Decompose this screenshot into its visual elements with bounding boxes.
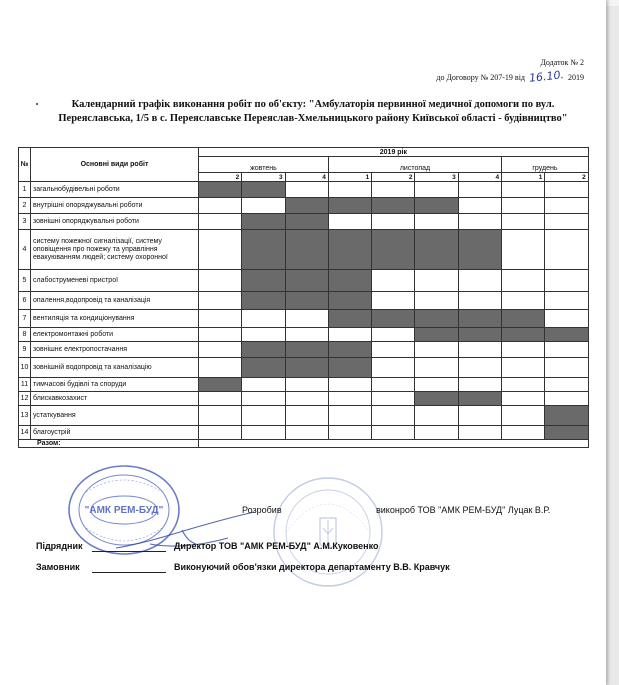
schedule-cell-filled xyxy=(328,292,371,310)
schedule-cell-empty xyxy=(502,230,545,270)
schedule-cell-empty xyxy=(458,214,501,230)
schedule-cell-empty xyxy=(545,198,588,214)
schedule-cell-filled xyxy=(545,328,588,342)
schedule-cell-filled xyxy=(545,426,588,440)
schedule-cell-empty xyxy=(372,378,415,392)
schedule-cell-empty xyxy=(458,270,501,292)
schedule-cell-empty xyxy=(372,406,415,426)
schedule-cell-filled xyxy=(415,310,458,328)
schedule-cell-empty xyxy=(415,342,458,358)
schedule-cell-empty xyxy=(545,292,588,310)
schedule-cell-empty xyxy=(502,392,545,406)
schedule-cell-filled xyxy=(502,328,545,342)
schedule-cell-empty xyxy=(415,358,458,378)
schedule-cell-empty xyxy=(545,182,588,198)
schedule-cell-filled xyxy=(285,230,328,270)
row-number: 4 xyxy=(19,230,31,270)
schedule-cell-empty xyxy=(328,426,371,440)
row-number: 9 xyxy=(19,342,31,358)
schedule-cell-empty xyxy=(545,270,588,292)
schedule-cell-filled xyxy=(372,198,415,214)
customer-label: Замовник xyxy=(36,562,80,572)
row-work-name: благоустрій xyxy=(31,426,199,440)
table-row xyxy=(19,270,589,292)
schedule-cell-empty xyxy=(199,392,242,406)
schedule-cell-empty xyxy=(545,230,588,270)
schedule-cell-empty xyxy=(372,358,415,378)
schedule-cell-empty xyxy=(502,358,545,378)
row-number: 7 xyxy=(19,310,31,328)
schedule-cell-filled xyxy=(328,358,371,378)
contract-year: 2019 xyxy=(568,73,584,82)
month-header-november: листопад xyxy=(328,157,501,173)
schedule-cell-empty xyxy=(328,182,371,198)
row-work-name: устаткування xyxy=(31,406,199,426)
title-line-1: Календарний графік виконання робіт по об'єкту: "Амбулаторія первинної медичної допомоги по вул. xyxy=(71,99,555,110)
schedule-cell-empty xyxy=(199,214,242,230)
schedule-cell-filled xyxy=(199,182,242,198)
schedule-cell-empty xyxy=(372,270,415,292)
schedule-cell-filled xyxy=(458,230,501,270)
row-number: 11 xyxy=(19,378,31,392)
schedule-cell-empty xyxy=(502,214,545,230)
row-work-name: систему пожежної сигналізації, систему оповіщення про пожежу та управління евакуюванням людей; систему охоронної xyxy=(31,230,199,270)
schedule-cell-empty xyxy=(199,406,242,426)
row-number: 6 xyxy=(19,292,31,310)
table-row xyxy=(19,406,589,426)
customer-stamp xyxy=(268,472,388,592)
developer-role: виконроб ТОВ "АМК РЕМ-БУД" Луцак В.Р. xyxy=(376,505,551,515)
contract-reference xyxy=(436,70,584,83)
schedule-cell-empty xyxy=(502,292,545,310)
schedule-cell-filled xyxy=(285,214,328,230)
schedule-cell-empty xyxy=(199,310,242,328)
month-header-october: жовтень xyxy=(199,157,329,173)
schedule-cell-empty xyxy=(285,426,328,440)
bullet-dot xyxy=(36,103,38,105)
schedule-cell-empty xyxy=(242,392,285,406)
table-row xyxy=(19,292,589,310)
schedule-cell-empty xyxy=(458,358,501,378)
schedule-cell-empty xyxy=(545,310,588,328)
schedule-cell-filled xyxy=(199,378,242,392)
schedule-cell-filled xyxy=(285,270,328,292)
schedule-cell-filled xyxy=(415,230,458,270)
row-work-name: зовнішній водопровід та каналізацію xyxy=(31,358,199,378)
row-number: 12 xyxy=(19,392,31,406)
schedule-cell-filled xyxy=(415,198,458,214)
row-number: 2 xyxy=(19,198,31,214)
summary-row xyxy=(19,440,589,448)
schedule-cell-filled xyxy=(328,230,371,270)
schedule-cell-empty xyxy=(285,328,328,342)
schedule-cell-empty xyxy=(372,426,415,440)
table-row xyxy=(19,198,589,214)
week-label: 1 xyxy=(502,173,545,182)
document-title xyxy=(40,98,586,126)
schedule-cell-empty xyxy=(372,292,415,310)
summary-label: Разом: xyxy=(19,440,199,448)
schedule-cell-filled xyxy=(372,310,415,328)
schedule-cell-empty xyxy=(242,198,285,214)
schedule-cell-filled xyxy=(415,392,458,406)
schedule-cell-empty xyxy=(285,310,328,328)
schedule-cell-empty xyxy=(199,426,242,440)
schedule-cell-empty xyxy=(458,426,501,440)
schedule-cell-empty xyxy=(458,378,501,392)
row-work-name: зовнішнє електропостачання xyxy=(31,342,199,358)
row-number: 3 xyxy=(19,214,31,230)
schedule-table xyxy=(18,147,589,448)
row-work-name: електромонтажні роботи xyxy=(31,328,199,342)
schedule-cell-empty xyxy=(372,328,415,342)
schedule-cell-filled xyxy=(458,392,501,406)
schedule-cell-empty xyxy=(458,406,501,426)
schedule-cell-filled xyxy=(242,292,285,310)
schedule-cell-empty xyxy=(242,426,285,440)
schedule-cell-filled xyxy=(415,328,458,342)
row-work-name: загальнобудівельні роботи xyxy=(31,182,199,198)
schedule-cell-empty xyxy=(502,198,545,214)
schedule-cell-empty xyxy=(415,426,458,440)
schedule-cell-filled xyxy=(242,182,285,198)
schedule-cell-filled xyxy=(458,310,501,328)
schedule-cell-filled xyxy=(328,342,371,358)
schedule-cell-filled xyxy=(242,214,285,230)
schedule-cell-filled xyxy=(285,292,328,310)
developer-label: Розробив xyxy=(242,505,282,515)
week-label: 1 xyxy=(328,173,371,182)
schedule-cell-empty xyxy=(458,198,501,214)
schedule-cell-empty xyxy=(415,292,458,310)
schedule-cell-empty xyxy=(458,182,501,198)
schedule-cell-empty xyxy=(285,392,328,406)
row-number: 10 xyxy=(19,358,31,378)
schedule-cell-empty xyxy=(199,342,242,358)
table-row xyxy=(19,392,589,406)
schedule-cell-empty xyxy=(502,378,545,392)
schedule-cell-filled xyxy=(328,270,371,292)
schedule-cell-empty xyxy=(415,378,458,392)
row-number: 13 xyxy=(19,406,31,426)
row-work-name: внутрішні опоряджувальні роботи xyxy=(31,198,199,214)
schedule-cell-empty xyxy=(415,182,458,198)
week-label: 4 xyxy=(458,173,501,182)
schedule-cell-empty xyxy=(328,406,371,426)
table-row xyxy=(19,230,589,270)
week-label: 2 xyxy=(199,173,242,182)
schedule-cell-empty xyxy=(458,342,501,358)
contractor-label: Підрядник xyxy=(36,541,83,551)
schedule-cell-filled xyxy=(242,230,285,270)
contractor-name: Директор ТОВ "АМК РЕМ-БУД" А.М.Куковенко xyxy=(174,541,379,551)
schedule-cell-empty xyxy=(502,182,545,198)
annex-number: Додаток № 2 xyxy=(540,58,584,67)
schedule-body xyxy=(19,182,589,440)
table-row xyxy=(19,328,589,342)
customer-signature-line xyxy=(92,572,166,573)
col-header-work: Основні види робіт xyxy=(31,148,199,182)
schedule-cell-empty xyxy=(242,310,285,328)
schedule-cell-filled xyxy=(458,328,501,342)
schedule-cell-empty xyxy=(545,342,588,358)
schedule-cell-empty xyxy=(502,406,545,426)
contract-prefix: до Договору № 207-19 від xyxy=(436,73,525,82)
week-label: 3 xyxy=(242,173,285,182)
week-label: 3 xyxy=(415,173,458,182)
schedule-cell-empty xyxy=(199,292,242,310)
schedule-cell-filled xyxy=(502,310,545,328)
schedule-cell-empty xyxy=(415,406,458,426)
row-work-name: тимчасові будівлі та споруди xyxy=(31,378,199,392)
schedule-cell-filled xyxy=(328,198,371,214)
schedule-cell-empty xyxy=(545,392,588,406)
contractor-signature-line xyxy=(92,551,166,552)
table-row xyxy=(19,358,589,378)
schedule-cell-empty xyxy=(372,214,415,230)
row-work-name: зовнішні опоряджувальні роботи xyxy=(31,214,199,230)
row-number: 14 xyxy=(19,426,31,440)
customer-name: Виконуючий обов'язки директора департаменту В.В. Кравчук xyxy=(174,562,450,572)
schedule-cell-empty xyxy=(242,378,285,392)
schedule-cell-filled xyxy=(328,310,371,328)
schedule-cell-empty xyxy=(199,270,242,292)
schedule-cell-empty xyxy=(458,292,501,310)
month-header-december: грудень xyxy=(502,157,589,173)
week-label: 2 xyxy=(545,173,588,182)
row-work-name: вентиляція та кондиціонування xyxy=(31,310,199,328)
schedule-cell-filled xyxy=(285,342,328,358)
table-row xyxy=(19,182,589,198)
year-header: 2019 рік xyxy=(199,148,589,157)
schedule-cell-filled xyxy=(242,270,285,292)
schedule-cell-empty xyxy=(502,426,545,440)
schedule-cell-empty xyxy=(199,358,242,378)
week-label: 2 xyxy=(372,173,415,182)
schedule-cell-empty xyxy=(502,270,545,292)
table-row xyxy=(19,378,589,392)
row-work-name: слабоструменеві пристрої xyxy=(31,270,199,292)
schedule-cell-empty xyxy=(415,214,458,230)
title-line-2: Переяславська, 1/5 в с. Переяславське Переяслав-Хмельницького району Київської області - будівництво" xyxy=(58,113,568,124)
schedule-cell-empty xyxy=(415,270,458,292)
row-number: 5 xyxy=(19,270,31,292)
col-header-number: № xyxy=(19,148,31,182)
schedule-cell-empty xyxy=(328,378,371,392)
stamp-text: "АМК РЕМ-БУД" xyxy=(84,505,164,516)
schedule-cell-filled xyxy=(545,406,588,426)
table-row xyxy=(19,426,589,440)
schedule-cell-empty xyxy=(285,182,328,198)
table-row xyxy=(19,342,589,358)
schedule-cell-empty xyxy=(328,328,371,342)
schedule-cell-empty xyxy=(545,378,588,392)
schedule-cell-empty xyxy=(285,378,328,392)
week-label: 4 xyxy=(285,173,328,182)
schedule-cell-empty xyxy=(285,406,328,426)
table-row xyxy=(19,310,589,328)
handwritten-date: 16.10. xyxy=(528,68,565,85)
schedule-cell-empty xyxy=(372,182,415,198)
schedule-cell-empty xyxy=(372,342,415,358)
row-number: 1 xyxy=(19,182,31,198)
table-row xyxy=(19,214,589,230)
summary-cells xyxy=(199,440,589,448)
schedule-cell-empty xyxy=(242,406,285,426)
schedule-cell-empty xyxy=(242,328,285,342)
schedule-cell-empty xyxy=(372,392,415,406)
schedule-cell-filled xyxy=(285,198,328,214)
schedule-cell-filled xyxy=(242,342,285,358)
row-work-name: блискавкозахист xyxy=(31,392,199,406)
schedule-cell-empty xyxy=(328,214,371,230)
schedule-cell-filled xyxy=(372,230,415,270)
schedule-cell-empty xyxy=(328,392,371,406)
row-number: 8 xyxy=(19,328,31,342)
schedule-cell-empty xyxy=(545,358,588,378)
schedule-cell-empty xyxy=(502,342,545,358)
schedule-cell-empty xyxy=(199,198,242,214)
schedule-cell-empty xyxy=(545,214,588,230)
schedule-cell-filled xyxy=(285,358,328,378)
schedule-cell-filled xyxy=(242,358,285,378)
schedule-cell-empty xyxy=(199,328,242,342)
row-work-name: опалення,водопровід та каналізація xyxy=(31,292,199,310)
schedule-cell-empty xyxy=(199,230,242,270)
